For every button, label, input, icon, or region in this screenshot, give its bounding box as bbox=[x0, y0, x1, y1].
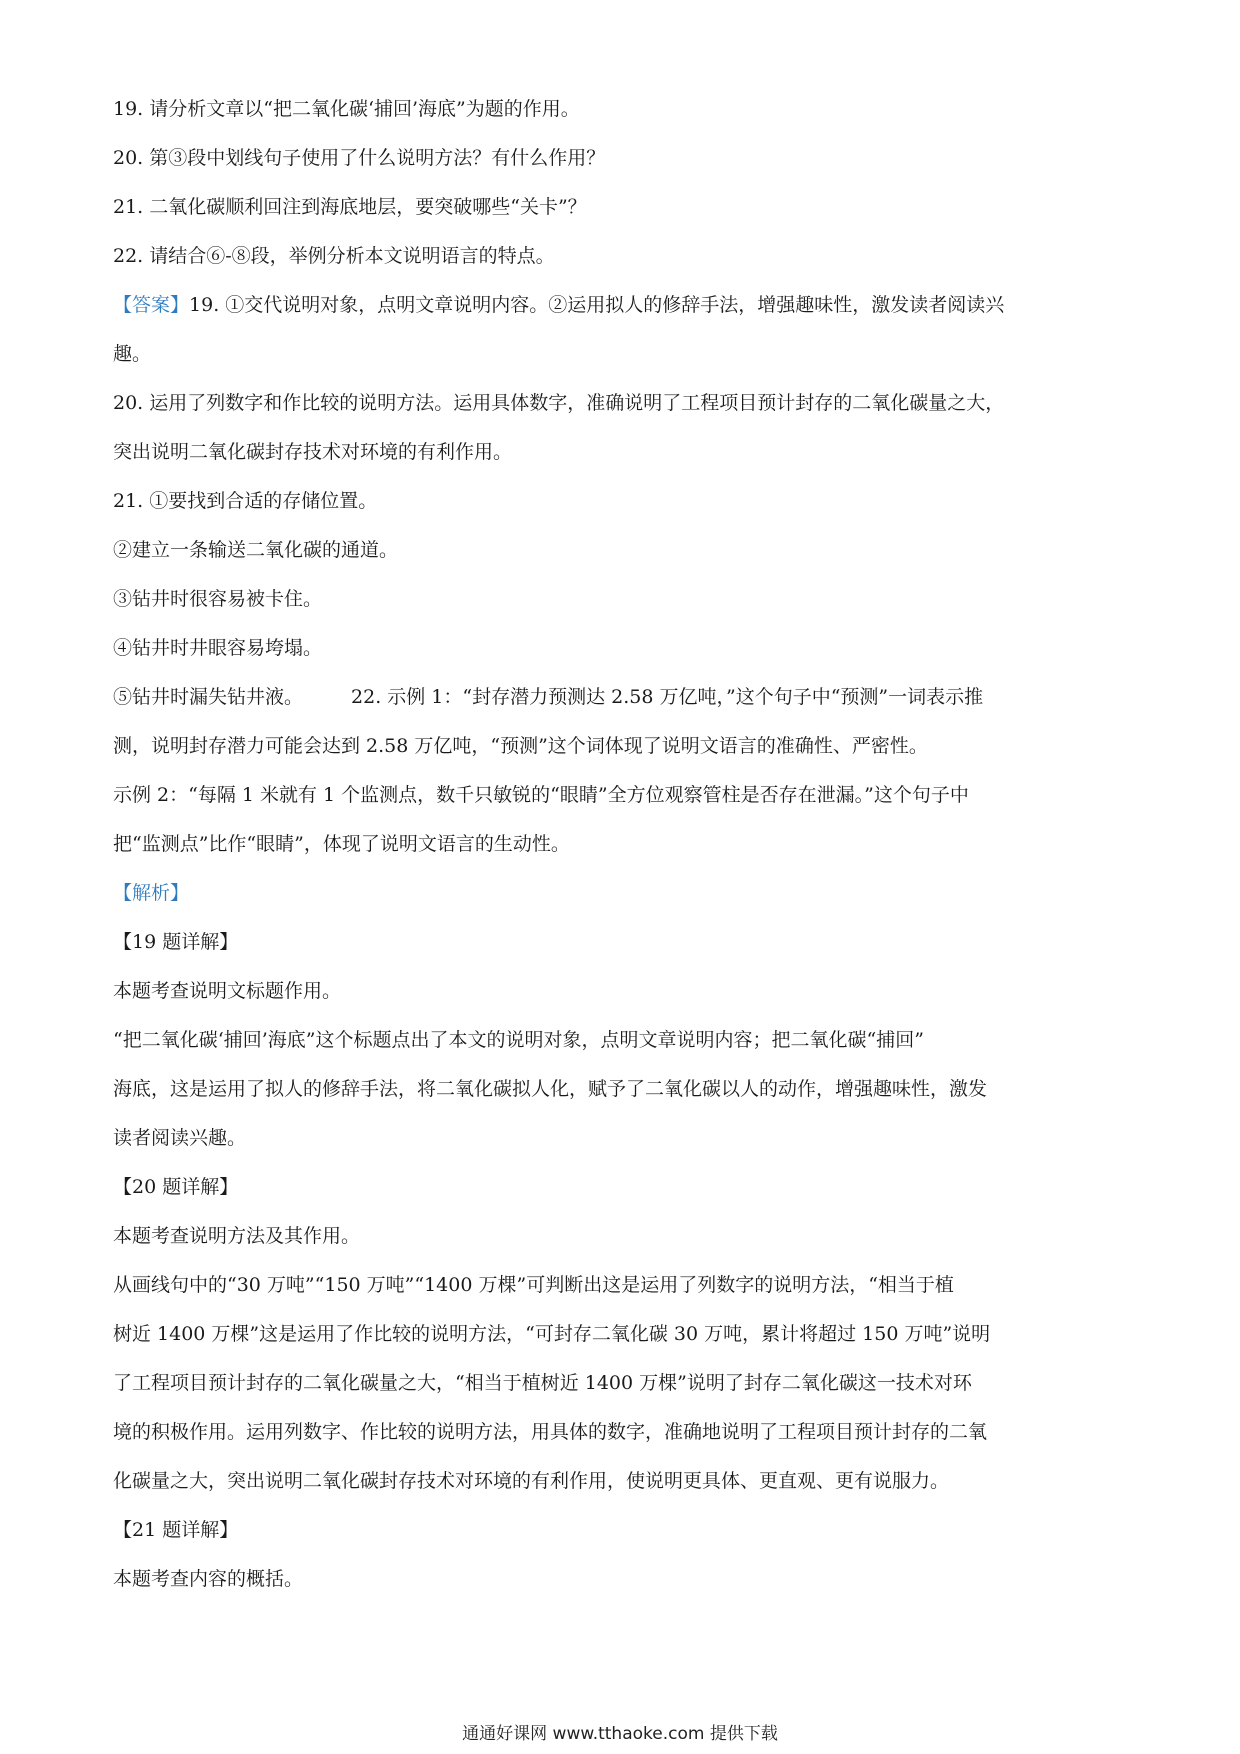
analysis-19-line-1: 本题考查说明文标题作用。 bbox=[113, 980, 342, 1002]
answer-22-line-2: 测，说明封存潜力可能会达到 2.58 万亿吨，“预测”这个词体现了说明文语言的准确性、严密性。 bbox=[113, 735, 928, 757]
analysis-19-line-2: “把二氧化碳‘捕回’海底”这个标题点出了本文的说明对象，点明文章说明内容；把二氧化碳“捕回” bbox=[113, 1029, 924, 1051]
analysis-20-line-5: 境的积极作用。运用列数字、作比较的说明方法，用具体的数字，准确地说明了工程项目预计封存的二氧 bbox=[113, 1421, 988, 1443]
document-body bbox=[113, 96, 1133, 1615]
answer-19-line-1 bbox=[113, 292, 1133, 341]
analysis-21-heading: 【21 题详解】 bbox=[113, 1519, 239, 1541]
analysis-20-line-1: 本题考查说明方法及其作用。 bbox=[113, 1225, 361, 1247]
analysis-20-line-6: 化碳量之大，突出说明二氧化碳封存技术对环境的有利作用，使说明更具体、更直观、更有说服力。 bbox=[113, 1470, 950, 1492]
answer-22-line-4: 把“监测点”比作“眼睛”，体现了说明文语言的生动性。 bbox=[113, 833, 570, 855]
analysis-19-line-4: 读者阅读兴趣。 bbox=[113, 1127, 247, 1149]
answer-21-item-4: ④钻井时井眼容易垮塌。 bbox=[113, 637, 323, 659]
analysis-20-line-4: 了工程项目预计封存的二氧化碳量之大，“相当于植树近 1400 万棵”说明了封存二氧化碳这一技术对环 bbox=[113, 1372, 972, 1394]
analysis-20-heading: 【20 题详解】 bbox=[113, 1176, 239, 1198]
answer-21-item-3: ③钻井时很容易被卡住。 bbox=[113, 588, 323, 610]
question-22: 22. 请结合⑥-⑧段，举例分析本文说明语言的特点。 bbox=[113, 245, 555, 267]
answer-tag: 【答案】 bbox=[113, 294, 190, 316]
answer-19-text: 19. ①交代说明对象，点明文章说明内容。②运用拟人的修辞手法，增强趣味性，激发读者阅读兴 bbox=[189, 294, 1005, 316]
analysis-20-line-2: 从画线句中的“30 万吨”“150 万吨”“1400 万棵”可判断出这是运用了列数字的说明方法，“相当于植 bbox=[113, 1274, 954, 1296]
analysis-19-heading: 【19 题详解】 bbox=[113, 931, 239, 953]
analysis-19-line-3: 海底，这是运用了拟人的修辞手法，将二氧化碳拟人化，赋予了二氧化碳以人的动作，增强趣味性，激发 bbox=[113, 1078, 988, 1100]
answer-22-line-1: 22. 示例 1：“封存潜力预测达 2.58 万亿吨，”这个句子中“预测”一词表示推 bbox=[351, 686, 984, 708]
answer-21-item-2: ②建立一条输送二氧化碳的通道。 bbox=[113, 539, 399, 561]
question-21: 21. 二氧化碳顺利回注到海底地层，要突破哪些“关卡”？ bbox=[113, 196, 587, 218]
question-20: 20. 第③段中划线句子使用了什么说明方法？有什么作用？ bbox=[113, 147, 606, 169]
answer-21-item-5-and-22-line-1 bbox=[113, 684, 1133, 733]
question-19: 19. 请分析文章以“把二氧化碳‘捕回’海底”为题的作用。 bbox=[113, 98, 580, 120]
analysis-20-line-3: 树近 1400 万棵”这是运用了作比较的说明方法，“可封存二氧化碳 30 万吨，累计将超过 150 万吨”说明 bbox=[113, 1323, 991, 1345]
footer-watermark: 通通好课网 www.tthaoke.com 提供下载 bbox=[462, 1724, 778, 1744]
answer-20-line-1: 20. 运用了列数字和作比较的说明方法。运用具体数字，准确说明了工程项目预计封存的二氧化碳量之大， bbox=[113, 392, 1005, 414]
answer-21-item-1: 21. ①要找到合适的存储位置。 bbox=[113, 490, 378, 512]
answer-19-line-2: 趣。 bbox=[113, 343, 152, 365]
analysis-21-line-1: 本题考查内容的概括。 bbox=[113, 1568, 304, 1590]
answer-21-item-5: ⑤钻井时漏失钻井液。 bbox=[113, 686, 304, 708]
answer-20-line-2: 突出说明二氧化碳封存技术对环境的有利作用。 bbox=[113, 441, 513, 463]
analysis-tag: 【解析】 bbox=[113, 882, 190, 904]
answer-22-line-3: 示例 2：“每隔 1 米就有 1 个监测点，数千只敏锐的“眼睛”全方位观察管柱是否存在泄漏。”这个句子中 bbox=[113, 784, 969, 806]
